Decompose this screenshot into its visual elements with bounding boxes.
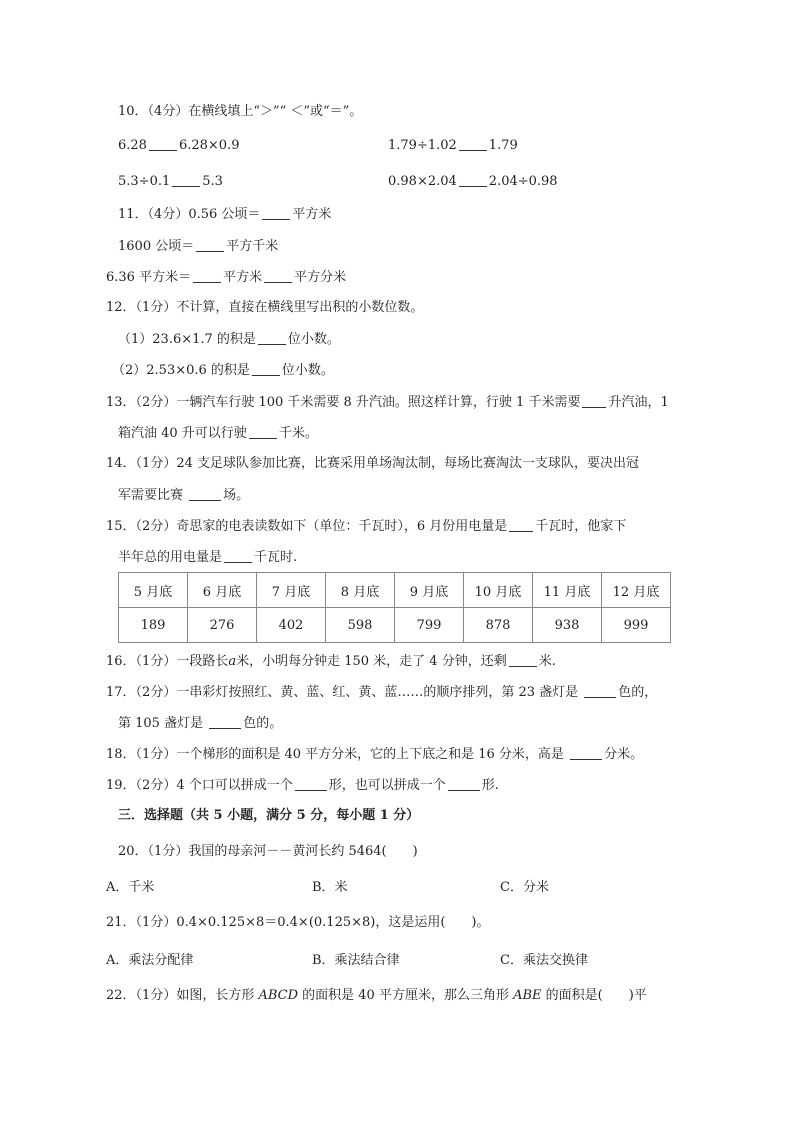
- answer-blank[interactable]: [209, 714, 241, 729]
- answer-blank[interactable]: [295, 776, 327, 791]
- q14-line-1: 14．（1分）24 支足球队参加比赛，比赛采用单场淘汰制，每场比赛淘汰一支球队，要决出冠: [106, 456, 639, 471]
- q20-stem: 20．（1分）我国的母亲河－－黄河长约 5464( ): [118, 844, 418, 859]
- q20-option-b[interactable]: B．米: [312, 880, 348, 895]
- q12-stem: 12．（1分）不计算，直接在横线里写出积的小数位数。: [106, 300, 424, 315]
- answer-blank[interactable]: [252, 361, 280, 376]
- q16-line: 16．（1分）一段路长a米，小明每分钟走 150 米，走了 4 分钟，还剩 米.: [106, 654, 556, 669]
- answer-blank[interactable]: [264, 268, 292, 283]
- table-cell: 189: [119, 608, 188, 643]
- q11-line-2: 1600 公顷＝ 平方千米: [118, 239, 279, 254]
- table-header-cell: 8 月底: [326, 573, 395, 608]
- answer-blank[interactable]: [196, 237, 224, 252]
- answer-blank[interactable]: [172, 172, 200, 187]
- section-3-title: 三．选择题（共 5 小题，满分 5 分，每小题 1 分）: [118, 808, 420, 823]
- answer-blank[interactable]: [584, 683, 616, 698]
- answer-blank[interactable]: [509, 652, 537, 667]
- answer-blank[interactable]: [149, 136, 177, 151]
- answer-blank[interactable]: [262, 205, 290, 220]
- table-header-cell: 12 月底: [602, 573, 671, 608]
- q21-stem: 21．（1分）0.4×0.125×8＝0.4×(0.125×8)，这是运用( )。: [106, 915, 490, 930]
- q17-line-1: 17．（2分）一串彩灯按照红、黄、蓝、红、黄、蓝……的顺序排列，第 23 盏灯是 色的，: [106, 685, 658, 700]
- q21-option-c[interactable]: C．乘法交换律: [500, 953, 588, 968]
- q12-sub-1: （1）23.6×1.7 的积是 位小数。: [118, 332, 340, 347]
- q10-item-3: 5.3÷0.1 5.3: [118, 174, 223, 189]
- table-header-cell: 9 月底: [395, 573, 464, 608]
- table-cell: 878: [464, 608, 533, 643]
- q13-line-2: 箱汽油 40 升可以行驶 千米。: [118, 426, 318, 441]
- q12-sub-2: （2）2.53×0.6 的积是 位小数。: [112, 363, 334, 378]
- table-header-row: [119, 573, 671, 608]
- q11-line-1: 11．（4分）0.56 公顷＝ 平方米: [118, 207, 332, 222]
- table-header-cell: 7 月底: [257, 573, 326, 608]
- q10-stem: 10．（4分）在横线填上“＞”“ ＜”或“＝”。: [118, 104, 363, 119]
- answer-blank[interactable]: [582, 393, 606, 408]
- answer-blank[interactable]: [570, 745, 602, 760]
- q19-line: 19．（2分）4 个口可以拼成一个 形，也可以拼成一个 形.: [106, 778, 499, 793]
- q18-line: 18．（1分）一个梯形的面积是 40 平方分米，它的上下底之和是 16 分米，高是 分米。: [106, 747, 644, 762]
- q10-item-4: 0.98×2.04 2.04÷0.98: [388, 174, 558, 189]
- answer-blank[interactable]: [459, 136, 487, 151]
- answer-blank[interactable]: [224, 548, 252, 563]
- q13-line-1: 13．（2分）一辆汽车行驶 100 千米需要 8 升汽油。照这样计算，行驶 1 千米需要 升汽油，1: [106, 395, 669, 410]
- table-row: [119, 608, 671, 643]
- meter-reading-table: [118, 572, 671, 643]
- q21-option-a[interactable]: A．乘法分配律: [106, 953, 194, 968]
- table-header-cell: 10 月底: [464, 573, 533, 608]
- table-header-cell: 5 月底: [119, 573, 188, 608]
- table-cell: 799: [395, 608, 464, 643]
- q20-option-a[interactable]: A．千米: [106, 880, 155, 895]
- table-cell: 938: [533, 608, 602, 643]
- table-cell: 276: [188, 608, 257, 643]
- q14-line-2: 军需要比赛 场。: [118, 488, 250, 503]
- answer-blank[interactable]: [249, 424, 277, 439]
- q15-line-2: 半年总的用电量是 千瓦时.: [118, 550, 298, 565]
- q20-option-c[interactable]: C．分米: [500, 880, 549, 895]
- table-cell: 598: [326, 608, 395, 643]
- q21-option-b[interactable]: B．乘法结合律: [312, 953, 400, 968]
- q10-item-2: 1.79÷1.02 1.79: [388, 138, 518, 153]
- table-header-cell: 6 月底: [188, 573, 257, 608]
- answer-blank[interactable]: [509, 517, 533, 532]
- answer-blank[interactable]: [459, 172, 487, 187]
- table-cell: 402: [257, 608, 326, 643]
- answer-blank[interactable]: [258, 330, 286, 345]
- q11-line-3: 6.36 平方米＝ 平方米 平方分米: [106, 270, 347, 285]
- table-header-cell: 11 月底: [533, 573, 602, 608]
- answer-blank[interactable]: [189, 486, 221, 501]
- q22-stem: 22．（1分）如图，长方形 ABCD 的面积是 40 平方厘米，那么三角形 ABE 的面积是( )平: [106, 988, 647, 1003]
- table-cell: 999: [602, 608, 671, 643]
- q17-line-2: 第 105 盏灯是 色的。: [118, 716, 283, 731]
- answer-blank[interactable]: [448, 776, 480, 791]
- q15-line-1: 15．（2分）奇思家的电表读数如下（单位：千瓦时），6 月份用电量是 千瓦时，他家下: [106, 519, 627, 534]
- q10-item-1: 6.28 6.28×0.9: [118, 138, 240, 153]
- answer-blank[interactable]: [193, 268, 221, 283]
